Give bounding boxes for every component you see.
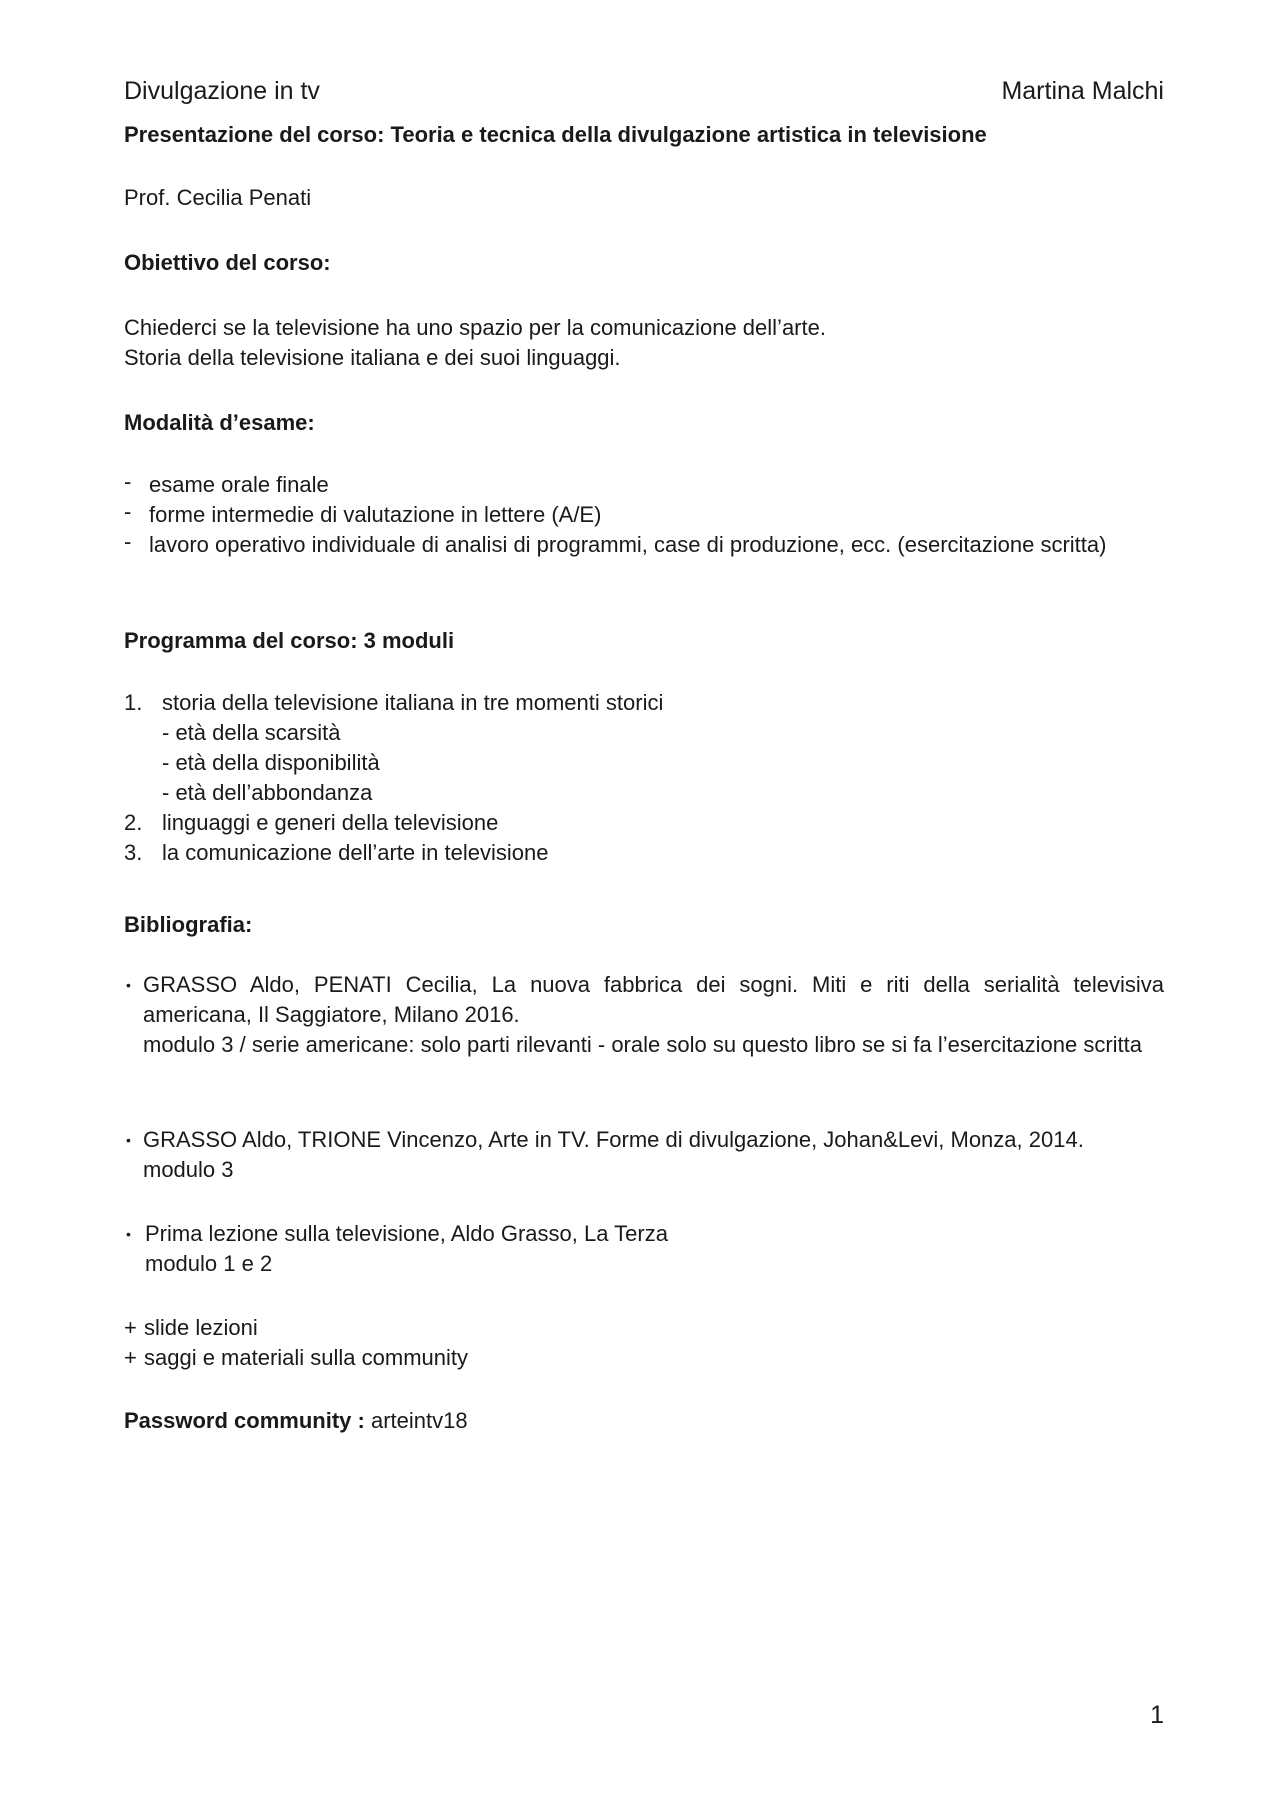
list-number: 1.: [124, 690, 143, 715]
objective-line: Storia della televisione italiana e dei suoi linguaggi.: [124, 345, 621, 370]
objective-heading: Obiettivo del corso:: [124, 250, 331, 275]
password-line: [124, 1406, 1164, 1436]
list-item: [124, 838, 1164, 868]
course-title: Presentazione del corso: Teoria e tecnica della divulgazione artistica in televisione: [124, 122, 987, 147]
bibliography-entry: [124, 970, 1164, 1060]
sub-list-item: - età della scarsità: [162, 720, 341, 745]
list-item-text: linguaggi e generi della televisione: [162, 810, 499, 835]
list-item: [124, 1343, 1164, 1373]
bibliography-heading: Bibliografia:: [124, 912, 253, 937]
header-author-name: Martina Malchi: [1001, 77, 1164, 105]
list-item: [124, 1125, 1164, 1155]
sub-list-item: - età dell’abbondanza: [162, 780, 373, 805]
password-value: arteintv18: [370, 1408, 468, 1433]
bibliography-text: GRASSO Aldo, PENATI Cecilia, La nuova fabbrica dei sogni. Miti e riti della serialità televisiva americana, Il Saggiatore, Milano 2016.: [143, 972, 1164, 1027]
plus-marker: +: [124, 1345, 137, 1370]
bullet-marker: •: [126, 977, 131, 993]
list-item-text: la comunicazione dell’arte in televisione: [162, 840, 549, 865]
dash-marker: -: [124, 499, 132, 524]
list-item-text: storia della televisione italiana in tre momenti storici: [162, 690, 664, 715]
objective-line: Chiederci se la televisione ha uno spazio per la comunicazione dell’arte.: [124, 315, 826, 340]
list-item-text: forme intermedie di valutazione in lettere (A/E): [149, 502, 602, 527]
program-list: [124, 688, 1164, 868]
plus-marker: +: [124, 1315, 137, 1340]
bibliography-entry: [124, 1219, 1164, 1279]
list-item-text: lavoro operativo individuale di analisi di programmi, case di produzione, ecc. (esercitazione scritta): [149, 532, 1107, 557]
header-course-name: Divulgazione in tv: [124, 77, 320, 105]
list-item: [124, 470, 1164, 500]
list-item-text: slide lezioni: [144, 1315, 258, 1340]
bibliography-note: modulo 3 / serie americane: solo parti rilevanti - orale solo su questo libro se si fa l’esercitazione scritta: [143, 1032, 1143, 1057]
bullet-marker: •: [126, 1132, 131, 1148]
professor-name: Prof. Cecilia Penati: [124, 185, 312, 210]
list-item: [124, 1219, 1164, 1249]
list-item: [124, 500, 1164, 530]
exam-list: [124, 470, 1164, 560]
sub-list-item: - età della disponibilità: [162, 750, 380, 775]
dash-marker: -: [124, 529, 132, 554]
list-item: [124, 688, 1164, 718]
bibliography-entry: [124, 1125, 1164, 1185]
list-number: 2.: [124, 810, 143, 835]
bibliography-text: GRASSO Aldo, TRIONE Vincenzo, Arte in TV. Forme di divulgazione, Johan&Levi, Monza, 2014.: [143, 1127, 1084, 1152]
bullet-marker: •: [126, 1226, 131, 1242]
objective-section: [124, 313, 1164, 373]
list-item: [124, 970, 1164, 1030]
password-label: Password community :: [124, 1408, 365, 1433]
bibliography-text: Prima lezione sulla televisione, Aldo Grasso, La Terza: [145, 1221, 668, 1246]
list-item: [124, 808, 1164, 838]
page-number: 1: [1150, 1701, 1164, 1729]
dash-marker: -: [124, 469, 132, 494]
program-heading: Programma del corso: 3 moduli: [124, 628, 455, 653]
exam-heading: Modalità d’esame:: [124, 410, 315, 435]
list-number: 3.: [124, 840, 143, 865]
bibliography-note: modulo 3: [143, 1157, 234, 1182]
extras-list: [124, 1313, 1164, 1373]
list-item: [124, 530, 1164, 560]
list-item-text: esame orale finale: [149, 472, 329, 497]
list-item-text: saggi e materiali sulla community: [144, 1345, 469, 1370]
list-item: [124, 1313, 1164, 1343]
bibliography-note: modulo 1 e 2: [145, 1251, 273, 1276]
